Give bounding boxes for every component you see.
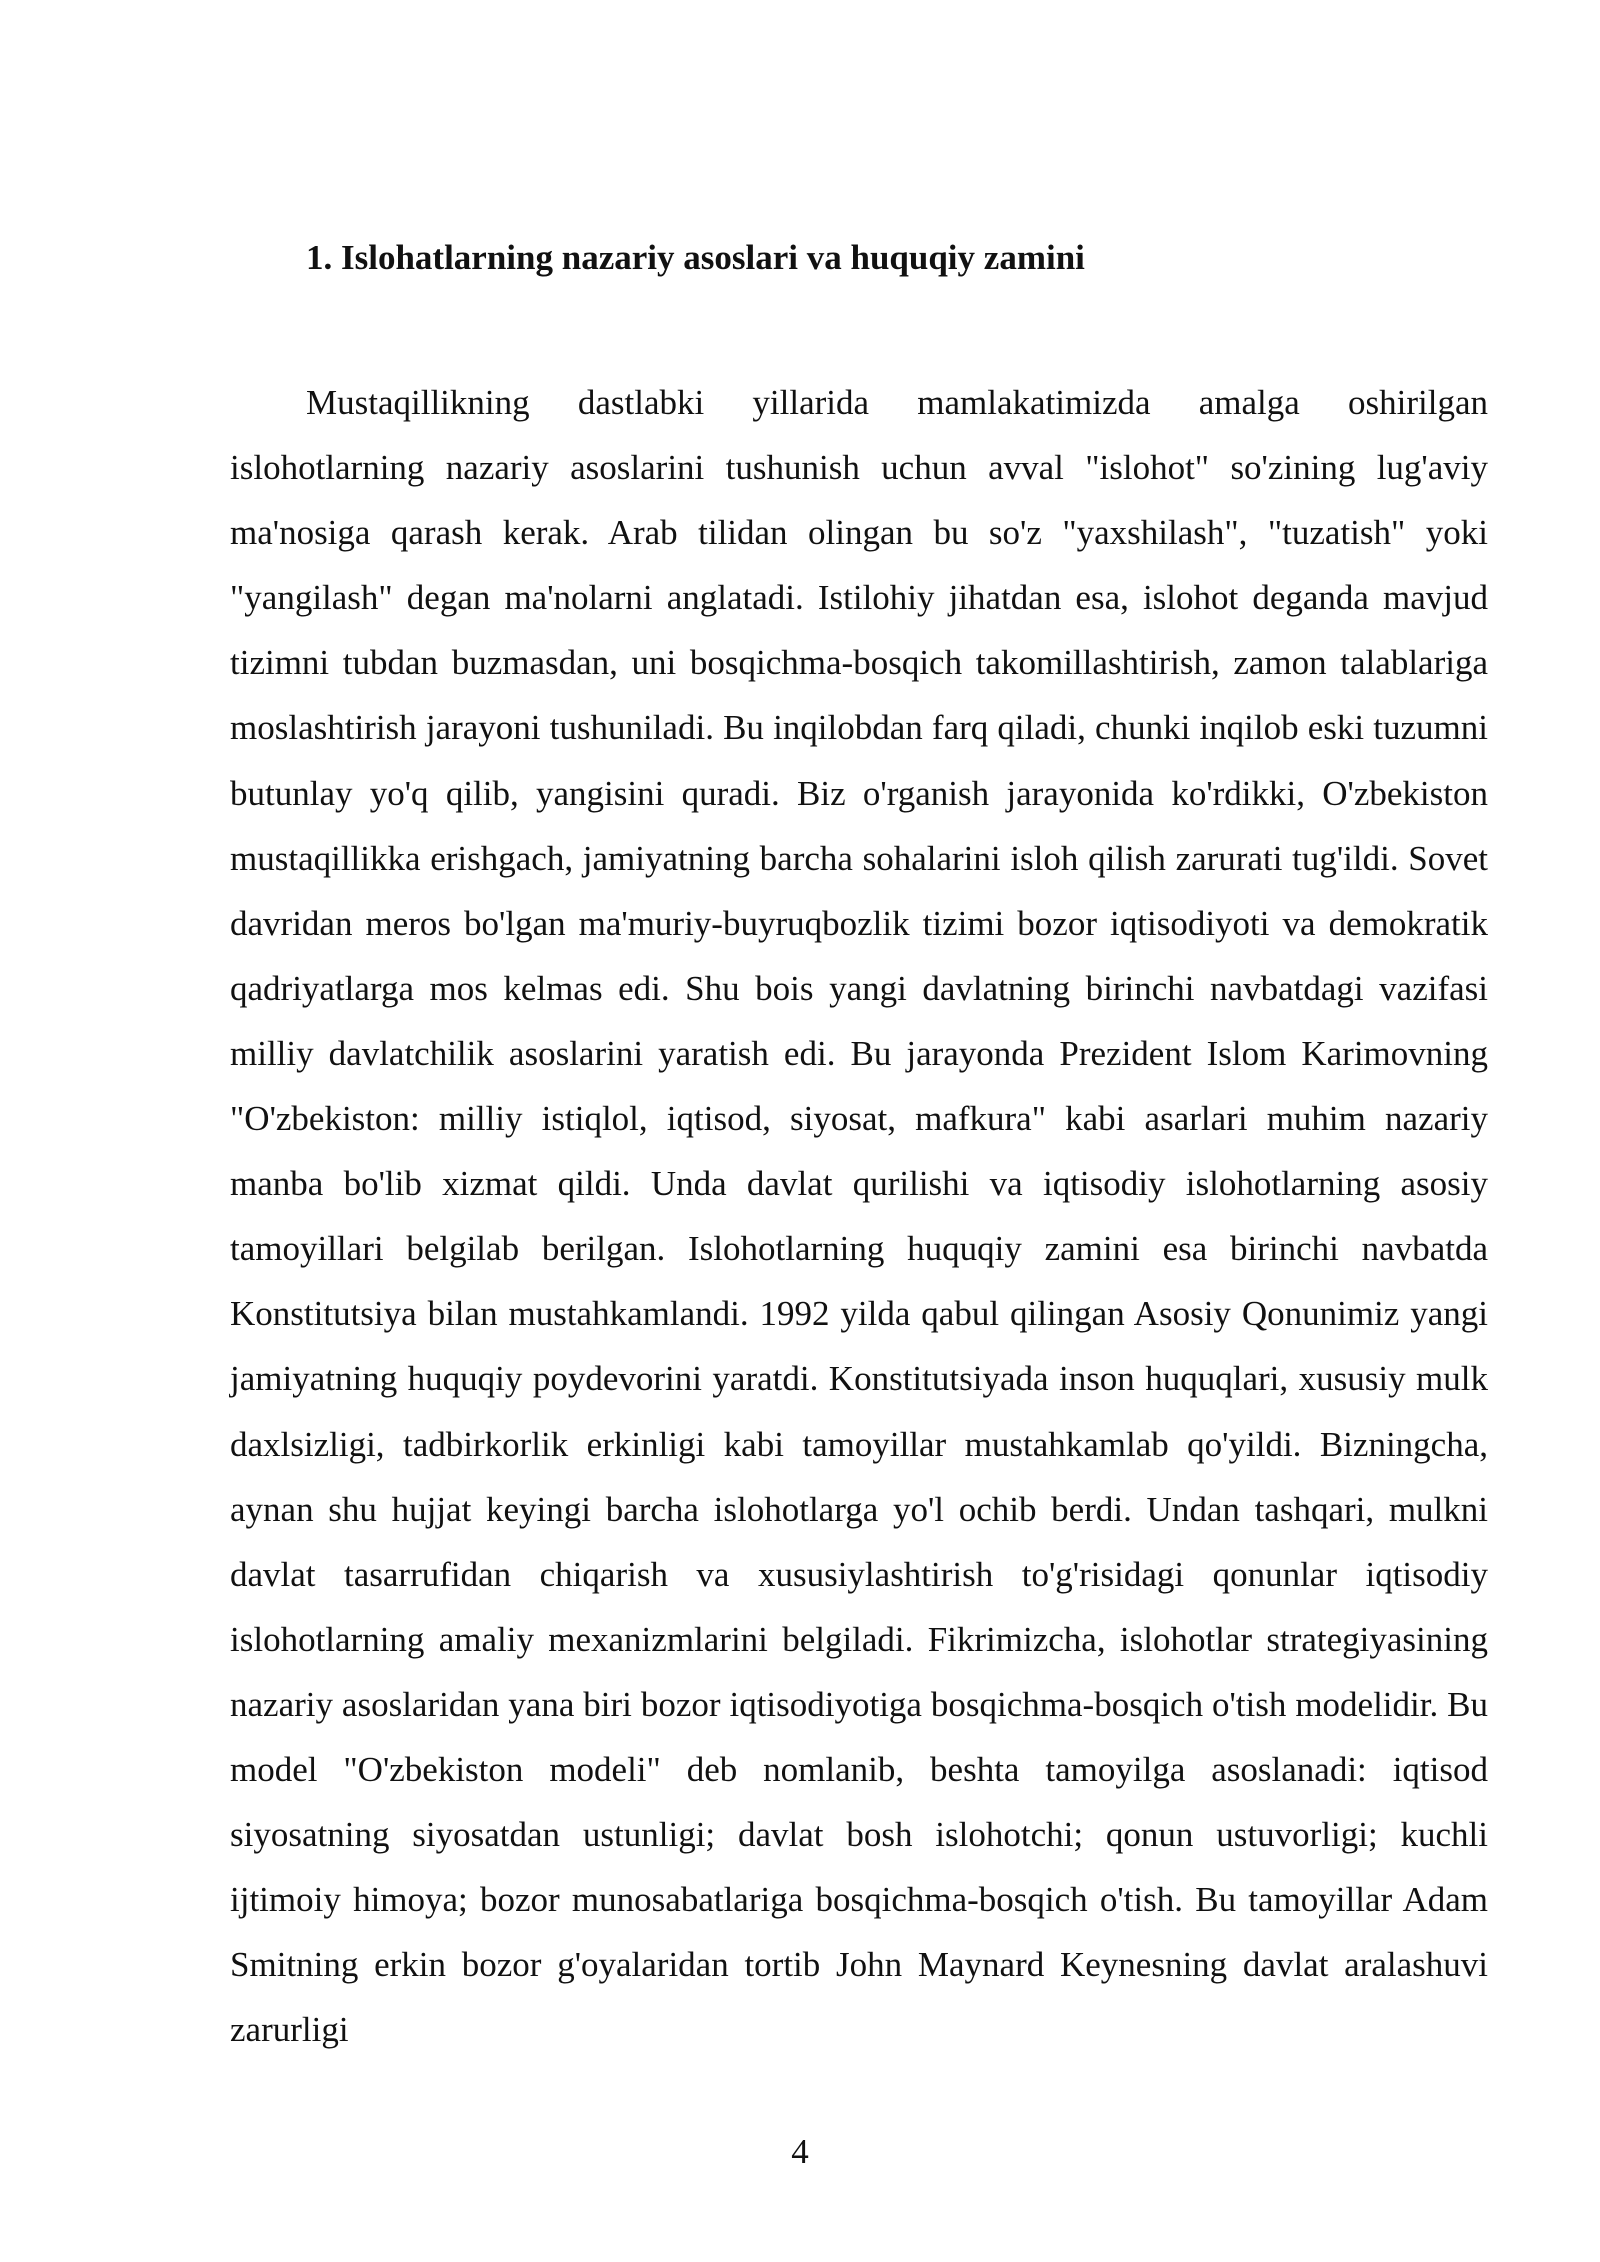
body-paragraph: Mustaqillikning dastlabki yillarida mamlakatimizda amalga oshirilgan islohotlarning nazariy asoslarini tushunish uchun avval "islohot" so'zining lug'aviy ma'nosiga qarash kerak. Arab tilidan olingan bu so'z "yaxshilash", "tuzatish" yoki "yangilash" degan ma'nolarni anglatadi. Istilohiy jihatdan esa, islohot deganda mavjud tizimni tubdan buzmasdan, uni bosqichma-bosqich takomillashtirish, zamon talablariga moslashtirish jarayoni tushuniladi. Bu inqilobdan farq qiladi, chunki inqilob eski tuzumni butunlay yo'q qilib, yangisini quradi. Biz o'rganish jarayonida ko'rdikki, O'zbekiston mustaqillikka erishgach, jamiyatning barcha sohalarini isloh qilish zarurati tug'ildi. Sovet davridan meros bo'lgan ma'muriy-buyruqbozlik tizimi bozor iqtisodiyoti va demokratik qadriyatlarga mos kelmas edi. Shu bois yangi davlatning birinchi navbatdagi vazifasi milliy davlatchilik asoslarini yaratish edi. Bu jarayonda Prezident Islom Karimovning "O'zbekiston: milliy istiqlol, iqtisod, siyosat, mafkura" kabi asarlari muhim nazariy manba bo'lib xizmat qildi. Unda davlat qurilishi va iqtisodiy islohotlarning asosiy tamoyillari belgilab berilgan. Islohotlarning huquqiy zamini esa birinchi navbatda Konstitutsiya bilan mustahkamlandi. 1992 yilda qabul qilingan Asosiy Qonunimiz yangi jamiyatning huquqiy poydevorini yaratdi. Konstitutsiyada inson huquqlari, xususiy mulk daxlsizligi, tadbirkorlik erkinligi kabi tamoyillar mustahkamlab qo'yildi. Bizningcha, aynan shu hujjat keyingi barcha islohotlarga yo'l ochib berdi. Undan tashqari, mulkni davlat tasarrufidan chiqarish va xususiylashtirish to'g'risidagi qonunlar iqtisodiy islohotlarning amaliy mexanizmlarini belgiladi. Fikrimizcha, islohotlar strategiyasining nazariy asoslaridan yana biri bozor iqtisodiyotiga bosqichma-bosqich o'tish modelidir. Bu model "O'zbekiston modeli" deb nomlanib, beshta tamoyilga asoslanadi: iqtisod siyosatning siyosatdan ustunligi; davlat bosh islohotchi; qonun ustuvorligi; kuchli ijtimoiy himoya; bozor munosabatlariga bosqichma-bosqich o'tish. Bu tamoyillar Adam Smitning erkin bozor g'oyalaridan tortib John Maynard Keynesning davlat aralashuvi zarurligi [230, 383, 1488, 2050]
page-number: 4 [791, 2132, 809, 2171]
section-heading: 1. Islohatlarning nazariy asoslari va huquqiy zamini [306, 238, 1085, 277]
